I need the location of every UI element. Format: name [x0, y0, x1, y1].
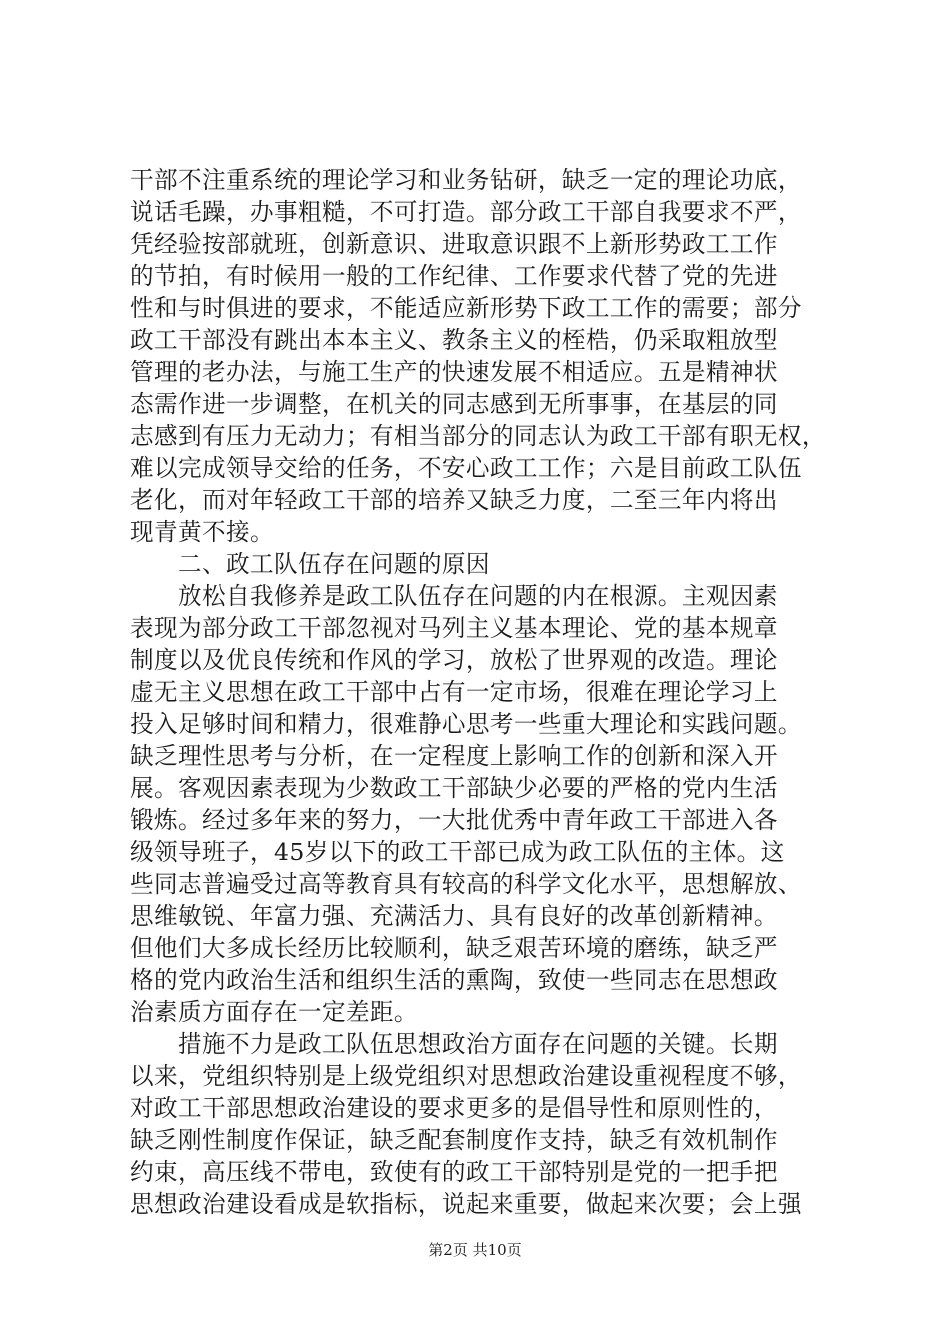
text-line: 性和与时俱进的要求，不能适应新形势下政工工作的需要；部分	[130, 294, 802, 322]
text-line: 锻炼。经过多年来的努力，一大批优秀中青年政工干部进入各	[130, 806, 778, 834]
text-line: 思想政治建设看成是软指标，说起来重要，做起来次要；会上强	[130, 1190, 802, 1218]
text-line: 制度以及优良传统和作风的学习，放松了世界观的改造。理论	[130, 646, 778, 674]
text-line: 的节拍，有时候用一般的工作纪律、工作要求代替了党的先进	[130, 262, 778, 290]
text-line: 缺乏刚性制度作保证，缺乏配套制度作支持，缺乏有效机制作	[130, 1126, 778, 1154]
text-line: 展。客观因素表现为少数政工干部缺少必要的严格的党内生活	[130, 774, 778, 802]
text-line: 以来，党组织特别是上级党组织对思想政治建设重视程度不够，	[130, 1062, 802, 1090]
text-line: 治素质方面存在一定差距。	[130, 998, 418, 1026]
text-line: 缺乏理性思考与分析，在一定程度上影响工作的创新和深入开	[130, 742, 778, 770]
text-line: 但他们大多成长经历比较顺利，缺乏艰苦环境的磨练，缺乏严	[130, 934, 778, 962]
text-line: 表现为部分政工干部忽视对马列主义基本理论、党的基本规章	[130, 614, 778, 642]
page-number-label: 第2页 共10页	[428, 1241, 522, 1259]
text-line: 难以完成领导交给的任务，不安心政工工作；六是目前政工队伍	[130, 454, 802, 482]
text-line: 些同志普遍受过高等教育具有较高的科学文化水平，思想解放、	[130, 870, 802, 898]
text-line: 虚无主义思想在政工干部中占有一定市场，很难在理论学习上	[130, 678, 778, 706]
page-footer	[0, 1240, 950, 1260]
text-line: 约束，高压线不带电，致使有的政工干部特别是党的一把手把	[130, 1158, 778, 1186]
text-line: 干部不注重系统的理论学习和业务钻研，缺乏一定的理论功底，	[130, 166, 802, 194]
text-line: 志感到有压力无动力；有相当部分的同志认为政工干部有职无权，	[130, 422, 826, 450]
text-line: 格的党内政治生活和组织生活的熏陶，致使一些同志在思想政	[130, 966, 778, 994]
text-line: 管理的老办法，与施工生产的快速发展不相适应。五是精神状	[130, 358, 778, 386]
text-line: 对政工干部思想政治建设的要求更多的是倡导性和原则性的，	[130, 1094, 778, 1122]
text-line: 思维敏锐、年富力强、充满活力、具有良好的改革创新精神。	[130, 902, 778, 930]
text-line: 投入足够时间和精力，很难静心思考一些重大理论和实践问题。	[130, 710, 802, 738]
text-line: 现青黄不接。	[130, 518, 274, 546]
text-line: 放松自我修养是政工队伍存在问题的内在根源。主观因素	[130, 582, 778, 610]
text-line: 凭经验按部就班，创新意识、进取意识跟不上新形势政工工作	[130, 230, 778, 258]
text-line: 说话毛躁，办事粗糙，不可打造。部分政工干部自我要求不严，	[130, 198, 802, 226]
document-body	[130, 164, 826, 1220]
text-line: 政工干部没有跳出本本主义、教条主义的桎梏，仍采取粗放型	[130, 326, 778, 354]
text-line: 级领导班子，45岁以下的政工干部已成为政工队伍的主体。这	[130, 838, 785, 866]
text-line: 措施不力是政工队伍思想政治方面存在问题的关键。长期	[130, 1030, 778, 1058]
section-heading: 二、政工队伍存在问题的原因	[130, 550, 490, 578]
text-line: 态需作进一步调整，在机关的同志感到无所事事，在基层的同	[130, 390, 778, 418]
text-line: 老化，而对年轻政工干部的培养又缺乏力度，二至三年内将出	[130, 486, 778, 514]
